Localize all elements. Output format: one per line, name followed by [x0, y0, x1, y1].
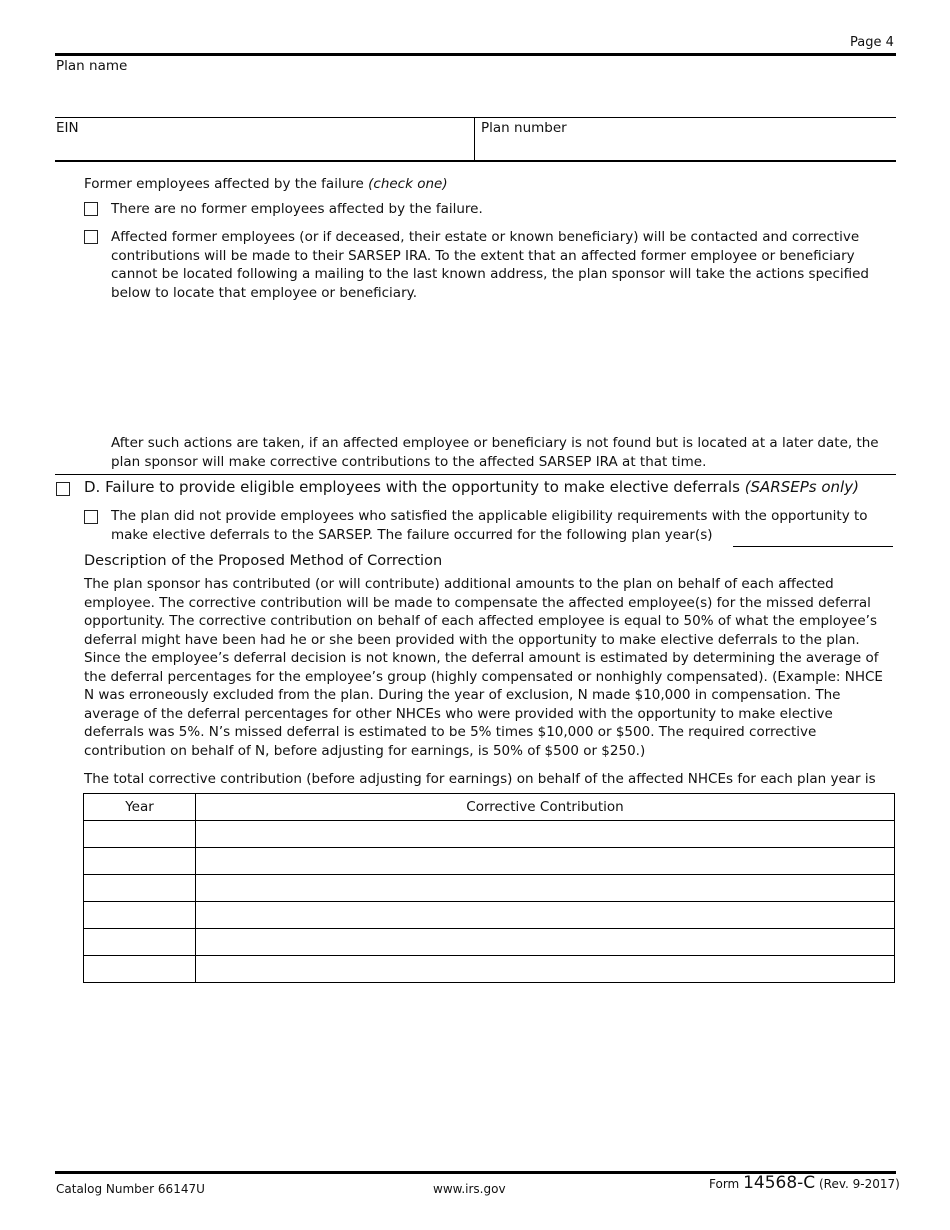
contribution-cell[interactable]: [196, 821, 895, 848]
year-cell[interactable]: [84, 875, 196, 902]
year-cell[interactable]: [84, 848, 196, 875]
no-former-employees-checkbox[interactable]: [84, 202, 98, 216]
plan-years-line: [733, 546, 893, 547]
plan-number-label: Plan number: [481, 120, 567, 136]
method-description: The plan sponsor has contributed (or will contribute) additional amounts to the plan on behalf of each affected employee. The corrective contribution will be made to compensate the affected employee(s) for the missed deferral opportunity. The corrective contribution on behalf of each affected employee is equal to 50% of what the employee’s deferral might have been had he or she been provided with the opportunity to make elective deferrals to the plan. Since the employee’s deferral decision is not known, the deferral amount is estimated by determining the average of the deferral percentages for the employee’s group (highly compensated or nonhighly compensated). (Example: NHCE N was erroneously excluded from the plan. During the year of exclusion, N made $10,000 in compensation. The average of the deferral percentages for other NHCEs who were provided with the opportunity to make elective deferrals was 5%. N’s missed deferral is estimated to be 5% times $10,000 or $500. The required corrective contribution on behalf of N, before adjusting for earnings, is 50% of $500 or $250.): [84, 576, 883, 759]
top-rule: [55, 53, 896, 56]
ein-label: EIN: [56, 120, 79, 136]
page-number: Page 4: [850, 35, 894, 50]
contribution-cell[interactable]: [196, 902, 895, 929]
table-row: [84, 848, 895, 875]
contribution-column-header: Corrective Contribution: [196, 794, 895, 821]
affected-former-employees-checkbox[interactable]: [84, 230, 98, 244]
contribution-cell[interactable]: [196, 929, 895, 956]
contribution-cell[interactable]: [196, 848, 895, 875]
header-bottom-rule: [55, 160, 896, 162]
deferral-failure-text: The plan did not provide employees who satisfied the applicable eligibility requirements with the opportunity to make elective deferrals to the SARSEP. The failure occurred for the following plan year(s): [111, 508, 868, 543]
method-heading: Description of the Proposed Method of Correction: [84, 553, 443, 569]
contribution-cell[interactable]: [196, 956, 895, 983]
section-d-title: D. Failure to provide eligible employees with the opportunity to make elective deferrals (SARSEPs only): [84, 478, 859, 496]
former-employees-heading: Former employees affected by the failure (check one): [84, 176, 448, 192]
contribution-cell[interactable]: [196, 875, 895, 902]
affected-former-employees-text: Affected former employees (or if deceased, their estate or known beneficiary) will be contacted and corrective contributions will be made to their SARSEP IRA. To the extent that an affected former employee or beneficiary cannot be located following a mailing to the last known address, the plan sponsor will take the actions specified below to locate that employee or beneficiary.: [111, 229, 870, 301]
year-column-header: Year: [84, 794, 196, 821]
no-former-employees-text: There are no former employees affected by the failure.: [111, 201, 483, 217]
year-cell[interactable]: [84, 821, 196, 848]
after-actions-text: After such actions are taken, if an affected employee or beneficiary is not found but is located at a later date, the plan sponsor will make corrective contributions to the affected SARSEP IRA at that time.: [111, 435, 879, 470]
ein-divider: [474, 118, 475, 161]
table-row: [84, 902, 895, 929]
year-cell[interactable]: [84, 902, 196, 929]
section-d-rule: [55, 474, 896, 475]
table-row: [84, 956, 895, 983]
plan-name-field[interactable]: [55, 76, 896, 116]
plan-number-field[interactable]: [481, 138, 895, 160]
deferral-failure-checkbox[interactable]: [84, 510, 98, 524]
year-cell[interactable]: [84, 929, 196, 956]
locate-actions-field[interactable]: [111, 305, 891, 430]
plan-name-rule: [55, 117, 896, 118]
table-row: [84, 929, 895, 956]
table-row: [84, 875, 895, 902]
section-d-checkbox[interactable]: [56, 482, 70, 496]
table-row: [84, 821, 895, 848]
website: www.irs.gov: [433, 1182, 506, 1196]
plan-name-label: Plan name: [56, 58, 128, 74]
plan-years-input[interactable]: [733, 529, 893, 546]
catalog-number: Catalog Number 66147U: [56, 1182, 205, 1196]
total-contribution-text: The total corrective contribution (before adjusting for earnings) on behalf of the affected NHCEs for each plan year is: [84, 771, 876, 787]
form-identifier: Form 14568-C (Rev. 9-2017): [709, 1173, 900, 1193]
year-cell[interactable]: [84, 956, 196, 983]
corrective-contribution-table: [83, 793, 895, 983]
ein-field[interactable]: [55, 138, 474, 160]
